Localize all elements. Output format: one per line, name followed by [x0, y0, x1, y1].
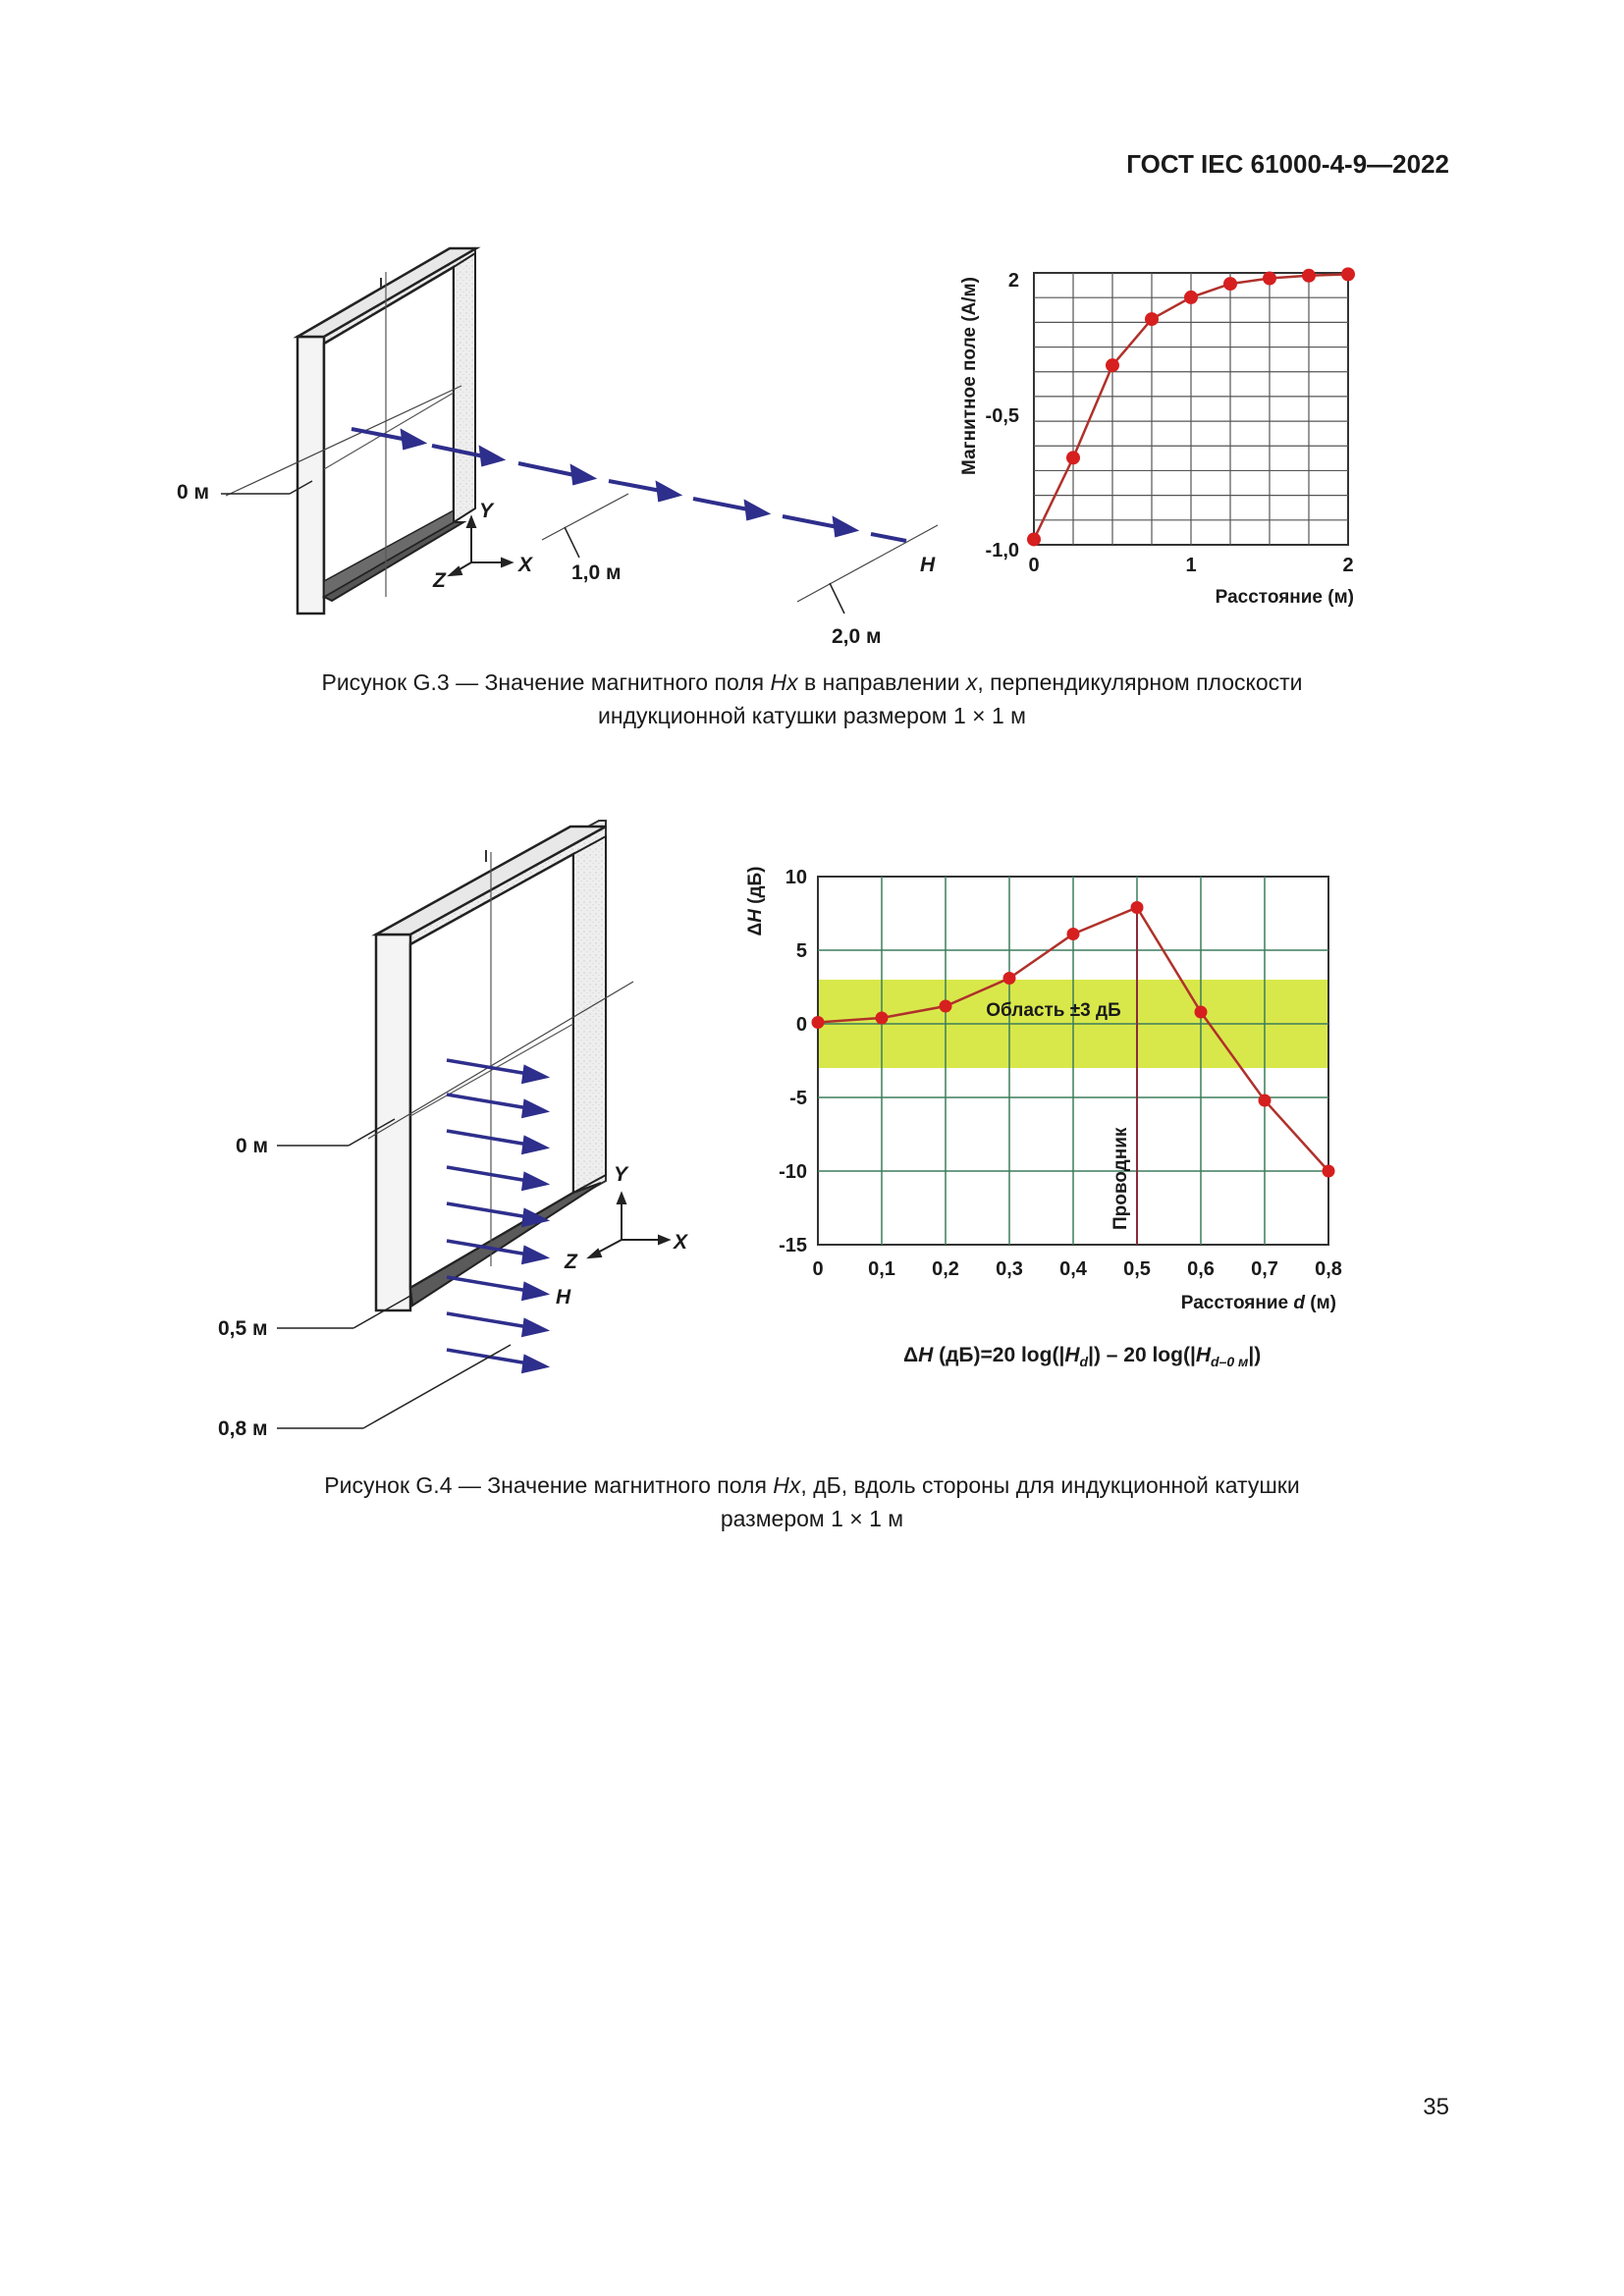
x-tick-label: 0,8 — [1315, 1258, 1342, 1280]
y-tick-label: 10 — [785, 867, 807, 888]
x-tick-label: 0,5 — [1123, 1258, 1151, 1280]
x-axis-title: Расстояние (м) — [1215, 587, 1354, 608]
data-point — [1341, 267, 1355, 281]
formula-part: H — [1195, 1344, 1212, 1366]
x-axis-title: Расстояние d (м) — [1180, 1293, 1336, 1313]
formula-part: Δ — [903, 1344, 919, 1366]
coil-frame-front — [298, 337, 324, 614]
figure-g3-chart — [959, 267, 1355, 608]
data-point — [1067, 928, 1080, 940]
data-point — [1259, 1095, 1272, 1107]
data-point — [1106, 358, 1119, 372]
axis-label-x: X — [674, 1231, 688, 1254]
data-point — [1003, 972, 1016, 985]
data-point — [1066, 451, 1080, 464]
x-tick-label: 0 — [812, 1258, 824, 1280]
coil-frame-front — [376, 934, 410, 1310]
label-05m: 0,5 м — [218, 1317, 268, 1340]
x-tick-label: 0,2 — [932, 1258, 959, 1280]
formula-part: H — [1064, 1344, 1080, 1366]
data-point — [1323, 1165, 1335, 1178]
data-point — [876, 1012, 889, 1025]
y-tick-label: -15 — [779, 1235, 807, 1256]
field-label-h: H — [556, 1286, 571, 1308]
caption-line: размером 1 × 1 м — [720, 1506, 904, 1531]
axis-label-y: Y — [614, 1163, 628, 1186]
y-tick-label: 0 — [795, 1014, 807, 1036]
y-tick-label: -1,0 — [985, 540, 1019, 561]
data-point — [1263, 272, 1276, 286]
x-tick-label: 1 — [1185, 555, 1197, 576]
formula-part: d — [1079, 1354, 1089, 1369]
label-2m: 2,0 м — [832, 625, 882, 648]
x-tick-label: 0 — [1028, 555, 1040, 576]
x-tick-label: 0,3 — [996, 1258, 1023, 1280]
y-tick-label: -10 — [779, 1161, 807, 1183]
label-0m: 0 м — [177, 481, 210, 504]
data-point — [1223, 277, 1237, 291]
x-tick-label: 0,7 — [1251, 1258, 1278, 1280]
formula-part: d–0 м — [1211, 1354, 1249, 1369]
field-label-h: H — [920, 554, 936, 576]
y-axis-title: ΔH (дБ) — [745, 866, 766, 936]
label-08m: 0,8 м — [218, 1417, 268, 1440]
band-label: Область ±3 дБ — [986, 1000, 1121, 1021]
delta-h-formula — [903, 1344, 1261, 1369]
formula-part: |) — [1248, 1344, 1262, 1366]
figure-g4-caption — [0, 1468, 1624, 1535]
caption-line: индукционной катушки размером 1 × 1 м — [598, 703, 1026, 728]
figure-g4-chart — [745, 866, 1342, 1313]
x-tick-label: 0,1 — [868, 1258, 895, 1280]
y-axis-title: Магнитное поле (А/м) — [959, 277, 980, 475]
axis-label-z: Z — [565, 1251, 577, 1273]
formula-part: H — [918, 1344, 934, 1366]
formula-part: |) – 20 log(| — [1088, 1344, 1196, 1366]
formula-part: (дБ)=20 log(| — [933, 1344, 1065, 1366]
figure-g3-diagram — [177, 248, 938, 648]
figure-g3-caption — [0, 666, 1624, 732]
axis-label-y: Y — [479, 500, 494, 522]
data-point — [1302, 269, 1316, 283]
y-tick-label: -5 — [789, 1088, 807, 1109]
y-tick-label: -0,5 — [985, 405, 1019, 427]
data-point — [1145, 312, 1159, 326]
data-point — [1131, 901, 1144, 914]
conductor-label: Проводник — [1110, 1127, 1131, 1230]
caption-line: Рисунок G.3 — Значение магнитного поля Hx в направлении x, перпендикулярном плоскости — [321, 669, 1303, 695]
data-point — [812, 1016, 825, 1029]
label-0m: 0 м — [236, 1135, 269, 1157]
data-point — [1195, 1006, 1208, 1019]
x-tick-label: 0,4 — [1059, 1258, 1087, 1280]
x-tick-label: 2 — [1342, 555, 1354, 576]
axis-label-x: X — [518, 554, 533, 576]
figure-g4-diagram — [218, 821, 689, 1440]
data-point — [940, 1000, 952, 1013]
coord-axes-g4 — [589, 1194, 669, 1257]
y-tick-label: 2 — [1007, 270, 1019, 292]
document-standard-header: ГОСТ IEC 61000-4-9—2022 — [1126, 149, 1449, 179]
label-1m: 1,0 м — [571, 561, 622, 584]
caption-line: Рисунок G.4 — Значение магнитного поля Hx, дБ, вдоль стороны для индукционной катушки — [324, 1472, 1300, 1498]
x-tick-label: 0,6 — [1187, 1258, 1215, 1280]
page-number: 35 — [1423, 2094, 1449, 2120]
data-point — [1027, 532, 1041, 546]
y-tick-label: 5 — [795, 940, 807, 962]
axis-label-z: Z — [433, 569, 446, 592]
data-point — [1184, 291, 1198, 304]
